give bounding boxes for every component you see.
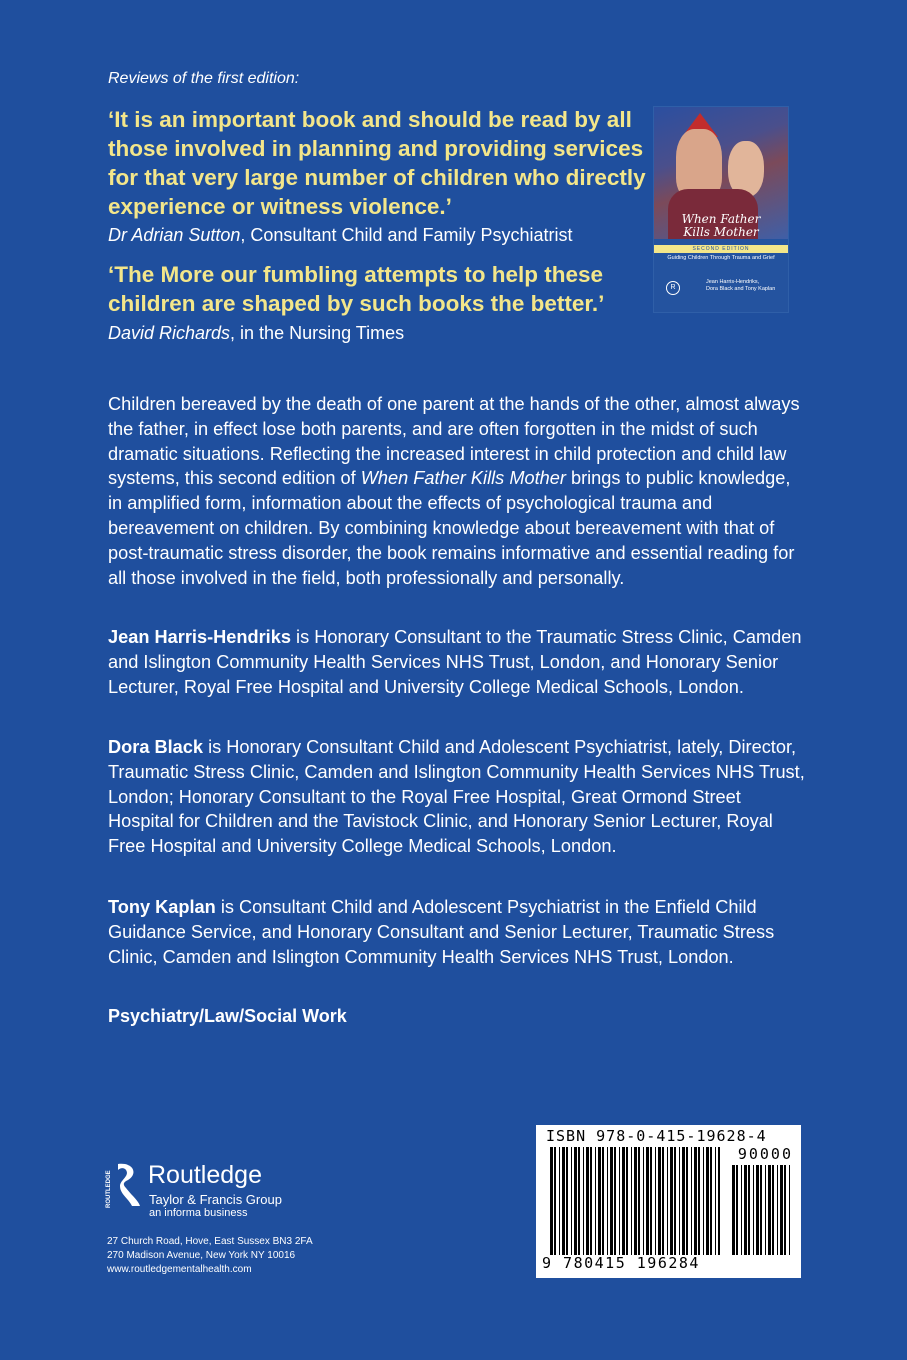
routledge-logo-icon [104, 1160, 142, 1210]
ean-number: 9 780415 196284 [542, 1254, 700, 1272]
book-description [108, 392, 808, 590]
description-text: Children bereaved by the death of one parent at the hands of the other, almost always the father, in effect lose both parents, and are often forgotten in the midst of such dramatic situations. Reflecting the increased interest in child protection and child law systems, this second edition of [108, 394, 800, 489]
addon-bars [732, 1165, 792, 1255]
barcode-bar [777, 1165, 778, 1255]
barcode-bar [610, 1147, 613, 1255]
barcode-bar [789, 1165, 790, 1255]
barcode-bar [674, 1147, 676, 1255]
barcode-bar [753, 1165, 754, 1255]
barcode-bar [554, 1147, 556, 1255]
barcode-bar [655, 1147, 656, 1255]
publisher-group: Taylor & Francis Group [149, 1192, 282, 1207]
barcode-bar [682, 1147, 685, 1255]
cover-subtitle: Guiding Children Through Trauma and Grief [667, 255, 775, 261]
author-bio [108, 625, 808, 699]
barcode-bar [619, 1147, 620, 1255]
barcode-bar [679, 1147, 680, 1255]
review-attribution-1 [108, 224, 573, 246]
cover-title [654, 213, 788, 239]
barcode-bar [703, 1147, 704, 1255]
description-book-title: When Father Kills Mother [360, 468, 566, 489]
barcode-bar [646, 1147, 649, 1255]
reviewer-role: , in the Nursing Times [230, 323, 405, 343]
barcode-bar [650, 1147, 652, 1255]
barcode-bar [694, 1147, 697, 1255]
review-quote-1: ‘It is an important book and should be read by all those involved in planning and providing services for that very large number of children who directly experience or witness violence.’ [108, 107, 646, 219]
author-name: Jean Harris-Hendriks [108, 627, 291, 647]
cover-author-line: Dora Black and Tony Kaplan [706, 286, 776, 292]
barcode-bar [595, 1147, 596, 1255]
isbn-label: ISBN 978-0-415-19628-4 [546, 1127, 767, 1145]
publisher-tagline: an informa business [149, 1207, 248, 1219]
barcode-bar [562, 1147, 565, 1255]
barcode-bar [634, 1147, 637, 1255]
barcode-bar [765, 1165, 766, 1255]
barcode-bar [586, 1147, 589, 1255]
reviewer-name: David Richards [108, 323, 231, 343]
barcode-bar [706, 1147, 709, 1255]
barcode-bar [583, 1147, 584, 1255]
barcode-bar [772, 1165, 774, 1255]
barcode-bar [736, 1165, 738, 1255]
cover-edition-band: SECOND EDITION [654, 245, 788, 253]
barcode-bar [614, 1147, 616, 1255]
barcode-bar [590, 1147, 592, 1255]
author-name: Tony Kaplan [108, 897, 216, 917]
review-quote-2: ‘The More our fumbling attempts to help these children are shaped by such books the better.’ [108, 262, 605, 316]
barcode-bar [744, 1165, 747, 1255]
isbn-barcode [536, 1125, 801, 1278]
barcode-bar [578, 1147, 580, 1255]
author-bio-text: is Honorary Consultant to the Traumatic Stress Clinic, Camden and Islington Community Health Services NHS Trust, London, and Honorary Senior Lecturer, Royal Free Hospital and University College Medical Schools, London. [108, 627, 802, 697]
barcode-bar [622, 1147, 625, 1255]
author-bio-text: is Honorary Consultant Child and Adolescent Psychiatrist, lately, Director, Traumatic Stress Clinic, Camden and Islington Community Health Services NHS Trust, London; Honorary Consultant to the Royal Free Hospital, Great Ormond Street Hospital for Children and the Tavistock Clinic, and Honorary Senior Lecturer, Royal Free Hospital and University College Medical Schools, London. [108, 737, 805, 857]
barcode-bar [602, 1147, 604, 1255]
barcode-bar [756, 1165, 759, 1255]
barcode-bar [748, 1165, 750, 1255]
barcode-bar [710, 1147, 712, 1255]
barcode-bar [607, 1147, 608, 1255]
price-code: 90000 [737, 1145, 793, 1163]
barcode-bar [715, 1147, 716, 1255]
front-cover-thumbnail [653, 106, 789, 313]
reviews-heading: Reviews of the first edition: [108, 70, 300, 87]
description-text: brings to public knowledge, in amplified form, information about the effects of psychological trauma and bereavement on children. By combining knowledge about bereavement with that of post-traumatic stress disorder, the book remains informative and essential reading for all those involved in the field, both professionally and personally. [108, 468, 795, 588]
cover-authors [706, 279, 784, 293]
author-bio-text: is Consultant Child and Adolescent Psychiatrist in the Enfield Child Guidance Service, and Honorary Consultant and Senior Lecturer, Traumatic Stress Clinic, Camden and Islington Community Health Services NHS Trust, London. [108, 897, 775, 967]
barcode-bar [662, 1147, 664, 1255]
barcode-bar [631, 1147, 632, 1255]
barcode-bar [686, 1147, 688, 1255]
barcode-bar [670, 1147, 673, 1255]
barcode-bar [643, 1147, 644, 1255]
barcode-bar [638, 1147, 640, 1255]
barcode-bar [566, 1147, 568, 1255]
publisher-name: Routledge [148, 1161, 262, 1189]
barcode-bar [768, 1165, 771, 1255]
barcode-bar [732, 1165, 735, 1255]
cover-publisher-logo-icon: R [666, 281, 680, 295]
cover-title-line: When Father [681, 212, 761, 226]
reviewer-role: , Consultant Child and Family Psychiatrist [240, 225, 573, 245]
barcode-bar [760, 1165, 762, 1255]
barcode-bar [741, 1165, 742, 1255]
author-bio [108, 735, 808, 859]
reviewer-name: Dr Adrian Sutton [108, 225, 241, 245]
barcode-bar [550, 1147, 553, 1255]
publisher-address: 27 Church Road, Hove, East Sussex BN3 2FA [107, 1236, 313, 1247]
barcode-bar [658, 1147, 661, 1255]
ean-bars [550, 1147, 720, 1255]
author-name: Dora Black [108, 737, 204, 757]
barcode-bar [784, 1165, 786, 1255]
publisher-address: 270 Madison Avenue, New York NY 10016 [107, 1250, 296, 1261]
barcode-bar [559, 1147, 560, 1255]
barcode-bar [626, 1147, 628, 1255]
barcode-bar [691, 1147, 692, 1255]
barcode-bar [780, 1165, 783, 1255]
logo-vertical-text: ROUTLEDGE [106, 1170, 112, 1208]
publisher-website: www.routledgementalhealth.com [107, 1264, 252, 1275]
subject-category: Psychiatry/Law/Social Work [108, 1006, 347, 1026]
barcode-bar [698, 1147, 700, 1255]
barcode-bar [571, 1147, 572, 1255]
barcode-bar [574, 1147, 577, 1255]
cover-author-line: Jean Harris-Hendriks, [706, 279, 760, 285]
author-bio [108, 895, 808, 969]
barcode-bar [667, 1147, 668, 1255]
barcode-bar [598, 1147, 601, 1255]
review-attribution-2 [108, 322, 404, 344]
cover-title-line: Kills Mother [683, 225, 759, 239]
barcode-bar [718, 1147, 720, 1255]
